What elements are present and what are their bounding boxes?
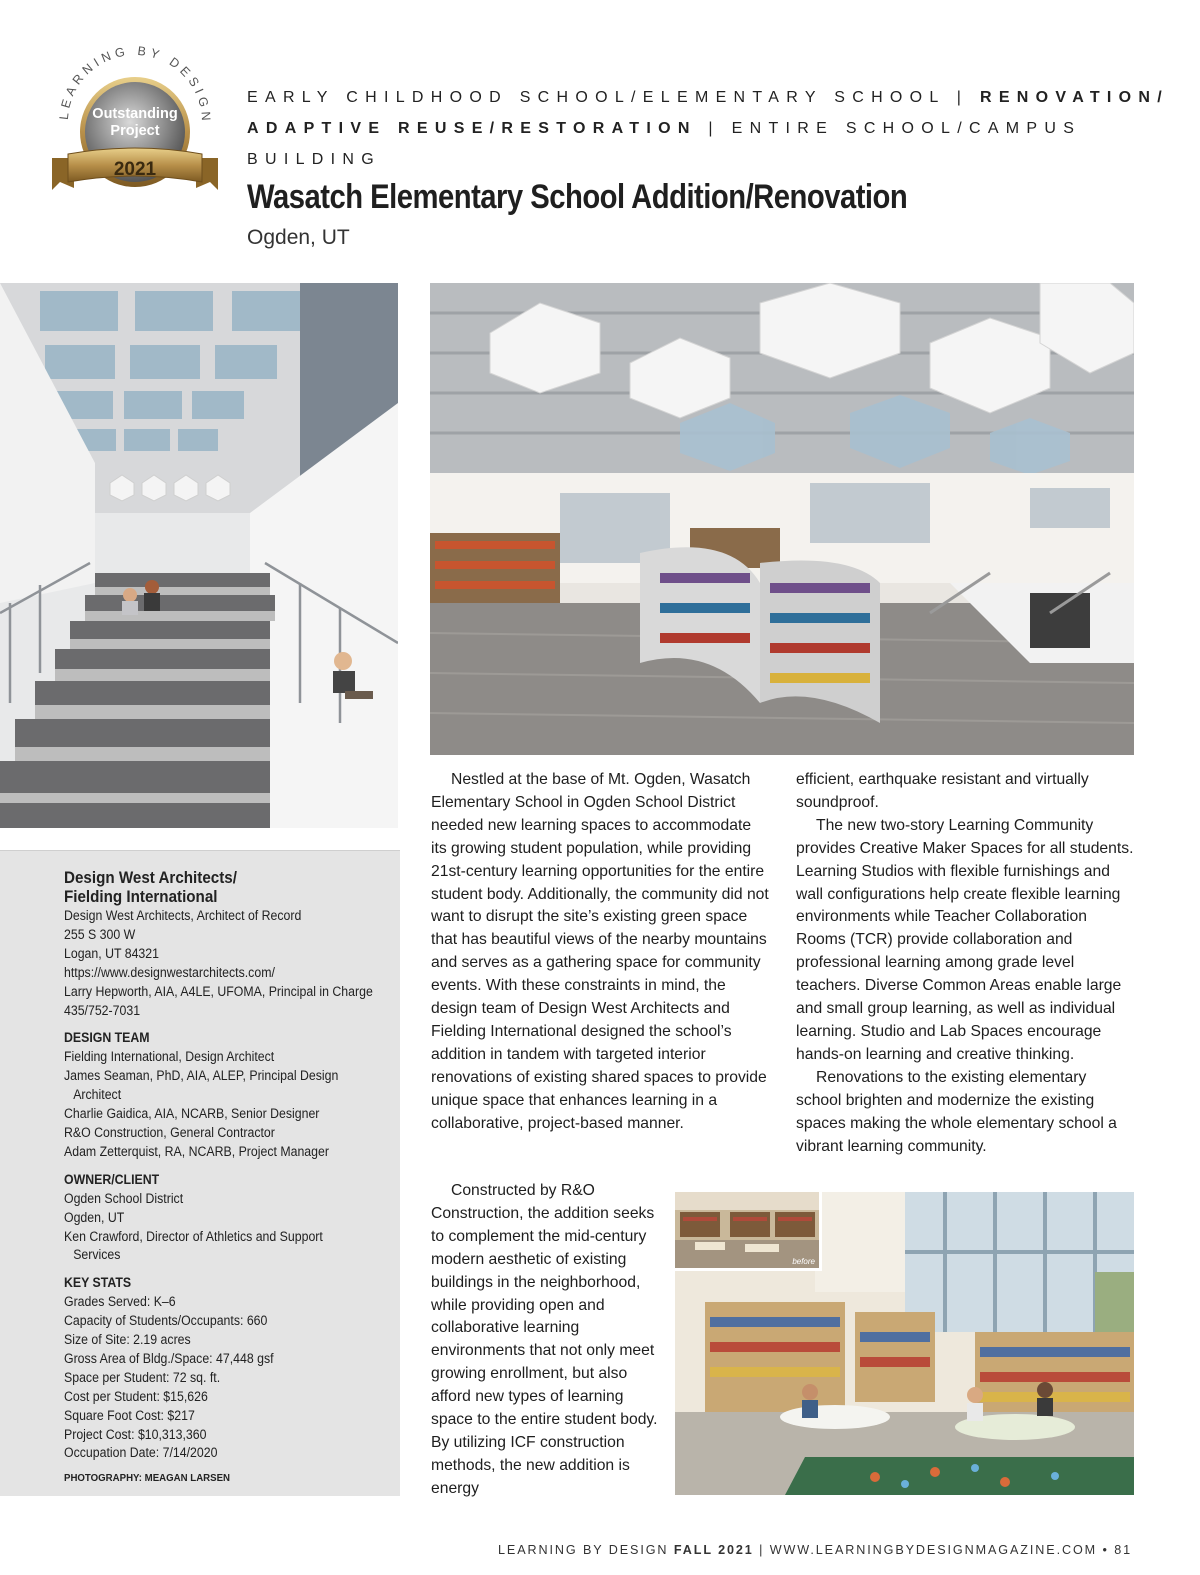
footer-bullet: • — [1097, 1543, 1115, 1557]
key-stat: Space per Student: 72 sq. ft. — [64, 1369, 221, 1385]
photo-credit: PHOTOGRAPHY: MEAGAN LARSEN — [64, 1472, 231, 1485]
category-normal: | ENTIRE SCHOOL/CAMPUS — [696, 120, 1082, 137]
award-seal — [40, 30, 230, 220]
owner-heading: OWNER/CLIENT — [64, 1171, 160, 1187]
key-stats-heading: KEY STATS — [64, 1275, 132, 1291]
page-footer — [498, 1543, 1132, 1557]
project-location: Ogden, UT — [247, 226, 350, 249]
article-paragraph: The new two-story Learning Community provides Creative Maker Spaces for all students. Learning Studios with flexible furnishings and wall configurations help create flexible learning environments while Teacher Collaboration Rooms (TCR) provide collaboration and professional learning among grade level teachers. Diverse Common Areas enable large and small group learning, as well as individual learning. Studio and Lab Spaces encourage hands-on learning and creative thinking. — [796, 816, 1134, 1063]
badge-year: 2021 — [113, 159, 157, 180]
design-team-member: Fielding International, Design Architect — [64, 1049, 275, 1065]
article-paragraph: Constructed by R&O Construction, the addition seeks to complement the mid-century modern aesthetic of existing buildings in the neighborhood, while providing open and collaborative learning environments that not only meet growing enrollment, but also afford new types of learning space to the entire student body. By utilizing ICF construction methods, the new addition is energy — [431, 1182, 658, 1497]
key-stat: Occupation Date: 7/14/2020 — [64, 1445, 218, 1461]
category-line-1 — [247, 88, 1169, 108]
key-stat: Grades Served: K–6 — [64, 1294, 176, 1310]
design-team-member: R&O Construction, General Contractor — [64, 1124, 275, 1140]
design-team-heading: DESIGN TEAM — [64, 1030, 150, 1046]
key-stat: Size of Site: 2.19 acres — [64, 1332, 191, 1348]
firm-address: 255 S 300 W — [64, 926, 136, 942]
category-bold: RENOVATION/ — [979, 89, 1170, 106]
article-paragraph: efficient, earthquake resistant and virtually soundproof. — [796, 771, 1089, 811]
before-label: before — [792, 1257, 815, 1266]
key-stat: Capacity of Students/Occupants: 660 — [64, 1313, 268, 1329]
firm-name-line2: Fielding International — [64, 888, 218, 906]
page-title: Wasatch Elementary School Addition/Renovation — [247, 178, 908, 216]
article-column-1 — [431, 769, 771, 1136]
category-line-3: BUILDING — [247, 151, 381, 168]
key-stat: Project Cost: $10,313,360 — [64, 1426, 207, 1442]
photo-library-commons — [430, 283, 1134, 755]
key-stat: Cost per Student: $15,626 — [64, 1388, 208, 1404]
badge-label-line2: Project — [110, 123, 160, 139]
firm-phone: 435/752-7031 — [64, 1002, 141, 1018]
page-number: 81 — [1114, 1543, 1132, 1557]
photo-before-inset — [675, 1192, 822, 1271]
firm-city: Logan, UT 84321 — [64, 945, 159, 961]
design-team-member: Charlie Gaidica, AIA, NCARB, Senior Designer — [64, 1106, 320, 1122]
footer-url: WWW.LEARNINGBYDESIGNMAGAZINE.COM — [769, 1543, 1098, 1557]
article-column-2 — [796, 769, 1136, 1158]
badge-label-line1: Outstanding — [92, 106, 178, 122]
badge-arc-text: LEARNING BY DESIGN — [56, 43, 214, 126]
article-paragraph: Renovations to the existing elementary school brighten and modernize the existing spaces making the whole elementary school a vibrant learning community. — [796, 1068, 1117, 1155]
category-normal: EARLY CHILDHOOD SCHOOL/ELEMENTARY SCHOOL | — [247, 89, 980, 106]
photo-learning-stair — [0, 283, 398, 828]
owner-line: Ken Crawford, Director of Athletics and Support Services — [64, 1228, 323, 1263]
article-paragraph: Nestled at the base of Mt. Ogden, Wasatch Elementary School in Ogden School District needed new learning spaces to accommodate its growing student population, while providing 21st-century learning opportunities for the entire student body. Additionally, the community did not want to disrupt the site’s existing green space that has beautiful views of the nearby mountains and serves as a gathering space for community events. With these constraints in mind, the design team of Design West Architects and Fielding International designed the school’s addition in tandem with targeted interior renovations of existing shared spaces to provide unique space that enhances learning in a collaborative, project-based manner. — [431, 771, 769, 1132]
award-badge — [40, 30, 230, 220]
footer-separator: | — [753, 1543, 770, 1557]
firm-detail: Design West Architects, Architect of Record — [64, 908, 302, 923]
owner-line: Ogden School District — [64, 1190, 184, 1206]
firm-name-line1: Design West Architects/ — [64, 869, 237, 887]
article-column-1-lower — [431, 1180, 659, 1501]
footer-issue: FALL 2021 — [673, 1543, 754, 1557]
firm-principal: Larry Hepworth, AIA, A4LE, UFOMA, Principal in Charge — [64, 983, 373, 999]
design-team-member: James Seaman, PhD, AIA, ALEP, Principal Design Architect — [64, 1068, 339, 1103]
key-stat: Gross Area of Bldg./Space: 47,448 gsf — [64, 1350, 274, 1366]
key-stat: Square Foot Cost: $217 — [64, 1407, 195, 1423]
design-team-member: Adam Zetterquist, RA, NCARB, Project Manager — [64, 1143, 329, 1159]
footer-magazine: LEARNING BY DESIGN — [497, 1543, 674, 1557]
category-bold: ADAPTIVE REUSE/RESTORATION — [247, 120, 697, 137]
firm-website: https://www.designwestarchitects.com/ — [64, 964, 275, 980]
category-line-2 — [247, 119, 1081, 139]
owner-line: Ogden, UT — [64, 1209, 125, 1225]
project-info-sidebar — [0, 850, 400, 1496]
